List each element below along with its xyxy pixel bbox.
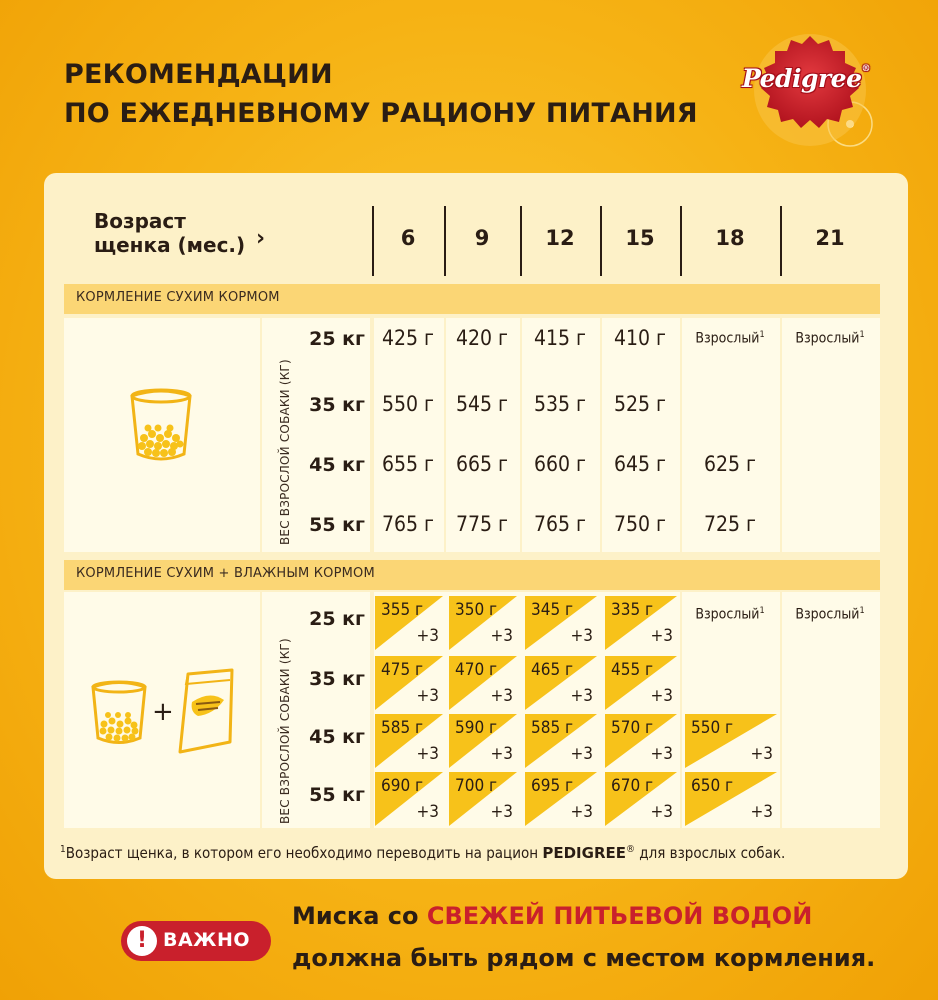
divider (520, 206, 522, 276)
important-label: ВАЖНО (163, 929, 250, 951)
mixed-feed-cell (449, 714, 517, 768)
pouch-count: +3 (650, 686, 673, 706)
footnote: $^1$Возраст щенка, в котором его необходимо переводить на рацион PEDIGREE® для взрослых собак. (60, 844, 786, 862)
pouch-count: +3 (570, 802, 593, 822)
divider (444, 206, 446, 276)
dry-portion: 465 г (531, 660, 574, 680)
table-cell: 425 г (382, 326, 434, 350)
divider (600, 206, 602, 276)
footnote-mark: 1 (859, 330, 865, 340)
axis-label-dry: ВЕС ВЗРОСЛОЙ СОБАКИ (КГ) (278, 359, 292, 545)
pouch-count: +3 (490, 686, 513, 706)
table-cell: 660 г (534, 452, 586, 476)
bowl-dry-food-icon (128, 388, 194, 462)
brand-wordmark: Pedigree® (742, 64, 870, 93)
pouch-count: +3 (490, 744, 513, 764)
weight-label: 35 кг (309, 394, 365, 416)
mixed-feed-cell (605, 596, 677, 650)
table-cell: 525 г (614, 392, 666, 416)
mixed-feed-cell (525, 656, 597, 710)
water-note-line-1: Миска со СВЕЖЕЙ ПИТЬЕВОЙ ВОДОЙ (292, 902, 813, 930)
mixed-feed-cell (685, 772, 777, 826)
age-header-21: 21 (815, 226, 845, 250)
adult-cell (782, 606, 878, 623)
weight-label: 45 кг (309, 454, 365, 476)
title-line-1: РЕКОМЕНДАЦИИ (64, 59, 333, 90)
pouch-count: +3 (416, 626, 439, 646)
table-cell: 420 г (456, 326, 508, 350)
divider (680, 318, 682, 552)
bowl-dry-food-icon (90, 680, 148, 746)
wet-food-pouch-icon (174, 668, 238, 758)
title-line-2: ПО ЕЖЕДНЕВНОМУ РАЦИОНУ ПИТАНИЯ (64, 98, 698, 129)
table-cell: 655 г (382, 452, 434, 476)
dry-portion: 455 г (611, 660, 654, 680)
mixed-feed-cell (375, 772, 443, 826)
table-cell: 415 г (534, 326, 586, 350)
adult-cell (682, 330, 778, 347)
table-cell: 750 г (614, 512, 666, 536)
table-cell: 410 г (614, 326, 666, 350)
age-header-12: 12 (545, 226, 575, 250)
age-row-label: Возраст щенка (мес.) (94, 209, 246, 257)
pedigree-logo (726, 28, 886, 158)
weight-label: 45 кг (309, 726, 365, 748)
weight-label: 25 кг (309, 328, 365, 350)
age-header-6: 6 (400, 226, 416, 250)
dry-portion: 550 г (691, 718, 734, 738)
adult-cell (682, 606, 778, 623)
pouch-count: +3 (416, 744, 439, 764)
weight-label: 25 кг (309, 608, 365, 630)
mixed-feed-cell (449, 772, 517, 826)
divider (680, 206, 682, 276)
mixed-feed-cell (605, 714, 677, 768)
pouch-count: +3 (570, 626, 593, 646)
plus-sign: + (152, 697, 174, 727)
section-label-mixed: КОРМЛЕНИЕ СУХИМ + ВЛАЖНЫМ КОРМОМ (76, 566, 375, 581)
divider (780, 318, 782, 552)
pouch-count: +3 (416, 802, 439, 822)
mixed-feed-cell (605, 772, 677, 826)
mixed-feed-cell (525, 596, 597, 650)
divider (680, 592, 682, 828)
dry-portion: 585 г (531, 718, 574, 738)
dry-portion: 700 г (455, 776, 498, 796)
adult-label: Взрослый (695, 330, 760, 347)
page-title (64, 55, 698, 133)
footnote-mark: 1 (859, 606, 865, 616)
table-cell: 775 г (456, 512, 508, 536)
pouch-count: +3 (750, 744, 773, 764)
table-cell: 625 г (704, 452, 756, 476)
table-cell: 665 г (456, 452, 508, 476)
dry-portion: 585 г (381, 718, 424, 738)
section-label-dry: КОРМЛЕНИЕ СУХИМ КОРМОМ (76, 290, 280, 305)
mixed-feed-cell (375, 714, 443, 768)
footnote-mark: 1 (759, 606, 765, 616)
pouch-count: +3 (490, 626, 513, 646)
footnote-mark: 1 (759, 330, 765, 340)
adult-label: Взрослый (695, 606, 760, 623)
mixed-feed-cell (525, 772, 597, 826)
mixed-feed-cell (525, 714, 597, 768)
table-cell: 725 г (704, 512, 756, 536)
adult-label: Взрослый (795, 606, 860, 623)
pouch-count: +3 (416, 686, 439, 706)
exclamation-icon: ! (127, 926, 157, 956)
pouch-count: +3 (650, 744, 673, 764)
age-header-18: 18 (715, 226, 745, 250)
dry-portion: 670 г (611, 776, 654, 796)
age-header-9: 9 (474, 226, 490, 250)
adult-label: Взрослый (795, 330, 860, 347)
dry-portion: 475 г (381, 660, 424, 680)
dry-portion: 690 г (381, 776, 424, 796)
table-cell: 535 г (534, 392, 586, 416)
age-header-15: 15 (625, 226, 655, 250)
dry-portion: 350 г (455, 600, 498, 620)
weight-label: 55 кг (309, 514, 365, 536)
dry-portion: 590 г (455, 718, 498, 738)
weight-label: 55 кг (309, 784, 365, 806)
table-cell: 550 г (382, 392, 434, 416)
table-cell: 645 г (614, 452, 666, 476)
dry-portion: 695 г (531, 776, 574, 796)
pouch-count: +3 (650, 626, 673, 646)
table-cell: 765 г (534, 512, 586, 536)
pouch-count: +3 (750, 802, 773, 822)
dry-portion: 470 г (455, 660, 498, 680)
dry-portion: 650 г (691, 776, 734, 796)
mixed-feed-cell (685, 714, 777, 768)
adult-cell (782, 330, 878, 347)
dry-portion: 570 г (611, 718, 654, 738)
pouch-count: +3 (650, 802, 673, 822)
axis-label-mixed: ВЕС ВЗРОСЛОЙ СОБАКИ (КГ) (278, 638, 292, 824)
table-cell: 545 г (456, 392, 508, 416)
pouch-count: +3 (570, 744, 593, 764)
divider (780, 206, 782, 276)
mixed-feed-cell (375, 596, 443, 650)
dry-portion: 335 г (611, 600, 654, 620)
chevron-right-icon: › (256, 226, 266, 251)
mixed-feed-cell (449, 656, 517, 710)
mixed-feed-cell (605, 656, 677, 710)
weight-label: 35 кг (309, 668, 365, 690)
divider (372, 206, 374, 276)
dry-portion: 355 г (381, 600, 424, 620)
water-note-line-2: должна быть рядом с местом кормления. (292, 944, 876, 972)
mixed-feed-cell (449, 596, 517, 650)
mixed-feed-cell (375, 656, 443, 710)
pouch-count: +3 (570, 686, 593, 706)
dry-portion: 345 г (531, 600, 574, 620)
table-cell: 765 г (382, 512, 434, 536)
divider (780, 592, 782, 828)
important-badge (121, 921, 271, 961)
pouch-count: +3 (490, 802, 513, 822)
